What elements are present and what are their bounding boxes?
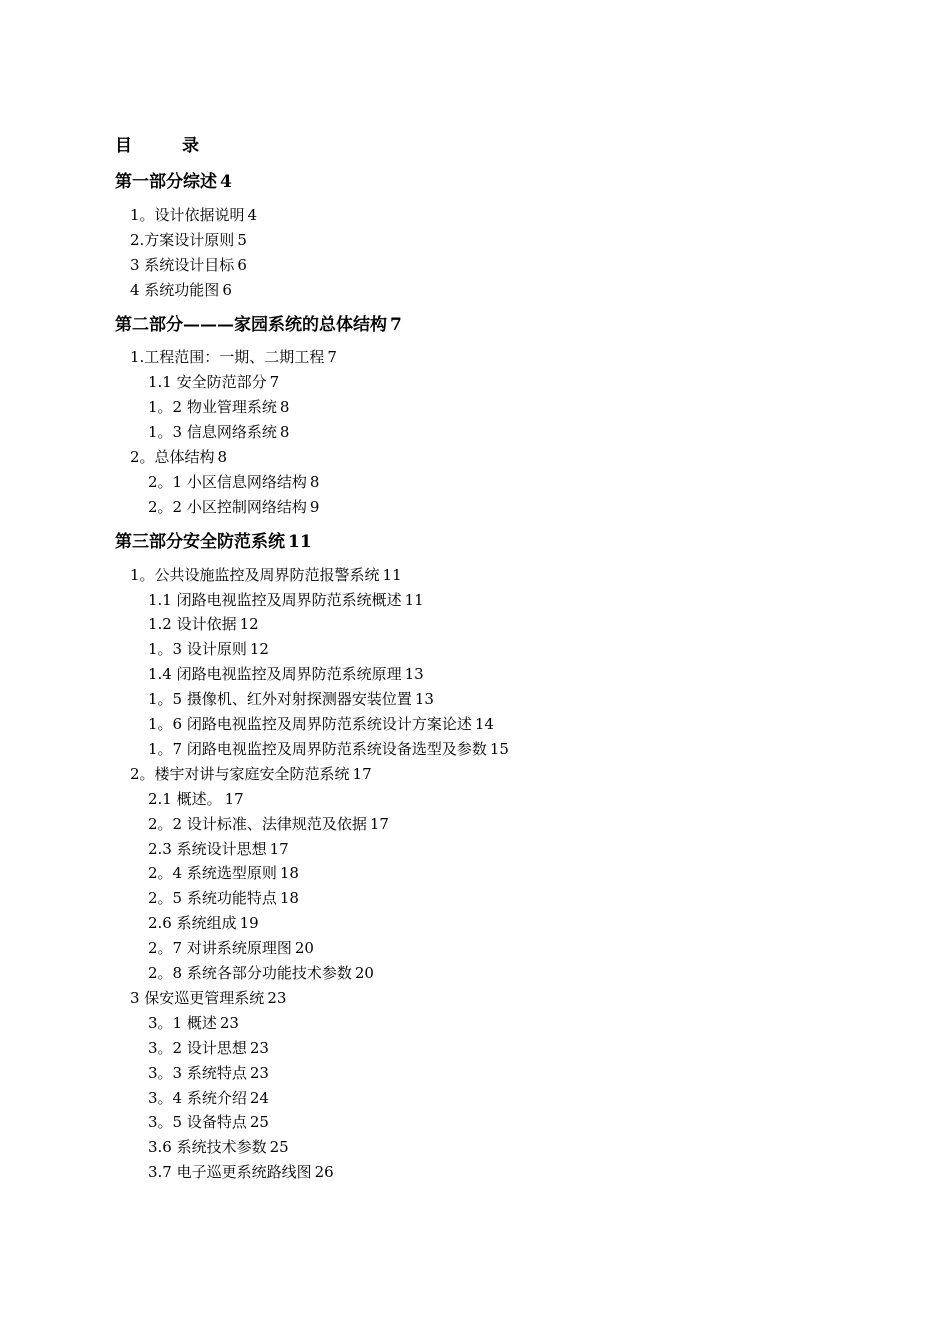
toc-entry-text: 1。7 闭路电视监控及周界防范系统设备选型及参数	[148, 739, 487, 758]
toc-entry-text: 2。8 系统各部分功能技术参数	[148, 964, 352, 982]
toc-entry-text: 4 系统功能图	[130, 280, 220, 299]
toc-entry-page: 17	[269, 839, 289, 858]
toc-entry	[130, 446, 227, 468]
toc-entry-text: 1。2 物业管理系统	[148, 398, 277, 417]
toc-entry-text: 第二部分———家园系统的总体结构	[115, 314, 387, 335]
toc-entry	[148, 912, 259, 934]
toc-entry-text: 3。4 系统介绍	[148, 1088, 247, 1107]
toc-entry-page: 8	[279, 423, 290, 442]
toc-entry-page: 17	[352, 764, 372, 783]
toc-entry-text: 2。4 系统选型原则	[148, 864, 277, 883]
toc-entry-text: 1.4 闭路电视监控及周界防范系统原理	[148, 665, 402, 684]
toc-entry	[148, 421, 289, 443]
toc-entry	[130, 346, 337, 368]
toc-entry	[148, 1136, 289, 1158]
toc-entry	[148, 813, 389, 835]
toc-entry	[130, 987, 286, 1009]
toc-entry	[148, 887, 299, 909]
toc-entry-text: 1.工程范围：一期、二期工程	[130, 348, 325, 367]
toc-entry	[148, 1087, 269, 1109]
toc-entry	[148, 396, 289, 418]
toc-entry-text: 1。3 信息网络系统	[148, 423, 277, 442]
toc-entry-text: 3。1 概述	[148, 1013, 217, 1032]
toc-entry-page: 14	[474, 715, 494, 733]
toc-entry-text: 2.6 系统组成	[148, 914, 237, 933]
toc-entry-page: 13	[404, 665, 424, 684]
toc-entry	[130, 763, 372, 785]
toc-entry	[130, 279, 232, 301]
toc-entry-text: 1。5 摄像机、红外对射探测器安装位置	[148, 690, 412, 709]
toc-entry-text: 2。7 对讲系统原理图	[148, 939, 292, 958]
toc-entry-page: 7	[269, 373, 280, 392]
toc-entry	[148, 613, 259, 635]
toc-section-heading	[115, 531, 312, 553]
toc-entry-page: 4	[220, 172, 232, 192]
toc-entry-page: 4	[247, 205, 258, 224]
toc-section-heading	[115, 171, 232, 193]
toc-entry-text: 2.方案设计原则	[130, 230, 235, 249]
toc-entry-text: 3。3 系统特点	[148, 1063, 247, 1082]
toc-title	[115, 134, 199, 158]
toc-entry	[130, 564, 402, 586]
toc-entry-page: 23	[267, 988, 287, 1007]
toc-entry-text: 3.7 电子巡更系统路线图	[148, 1163, 312, 1182]
toc-entry-page: 13	[414, 690, 434, 709]
toc-entry-page: 26	[314, 1163, 334, 1182]
toc-entry-page: 11	[288, 531, 312, 552]
toc-entry-text: 2.1 概述。	[148, 789, 222, 808]
toc-entry-text: 2。总体结构	[130, 448, 215, 466]
toc-entry-text: 3。5 设备特点	[148, 1113, 247, 1132]
toc-entry	[148, 788, 244, 810]
toc-entry-page: 15	[489, 739, 509, 758]
toc-entry-text: 3 系统设计目标	[130, 255, 235, 274]
toc-entry-text: 2。2 小区控制网络结构	[148, 497, 307, 516]
toc-entry-page: 25	[269, 1138, 289, 1157]
toc-entry-text: 2。楼宇对讲与家庭安全防范系统	[130, 764, 350, 783]
toc-entry-text: 1。3 设计原则	[148, 640, 247, 659]
toc-entry-text: 1.1 闭路电视监控及周界防范系统概述	[148, 590, 402, 609]
toc-entry-page: 23	[219, 1013, 239, 1032]
toc-entry-page: 11	[404, 590, 424, 609]
toc-entry-text: 1。设计依据说明	[130, 205, 245, 224]
toc-entry-page: 17	[369, 814, 389, 833]
toc-entry	[130, 229, 247, 251]
toc-entry-page: 20	[294, 939, 314, 958]
toc-entry	[148, 371, 279, 393]
toc-section-heading	[115, 314, 402, 336]
toc-entry-page: 23	[249, 1038, 269, 1057]
toc-entry-text: 3。2 设计思想	[148, 1038, 247, 1057]
toc-entry-page: 8	[309, 472, 320, 491]
toc-entry-page: 8	[279, 398, 290, 417]
toc-entry-page: 25	[249, 1113, 269, 1132]
toc-entry	[148, 496, 319, 518]
toc-entry-page: 23	[249, 1063, 269, 1082]
toc-entry-page: 7	[390, 314, 402, 335]
toc-entry-page: 12	[249, 640, 269, 659]
toc-entry-text: 1。6 闭路电视监控及周界防范系统设计方案论述	[148, 715, 472, 733]
toc-entry-page: 9	[309, 497, 320, 516]
toc-title-left: 目	[115, 136, 132, 156]
toc-entry-page: 12	[239, 615, 259, 634]
toc-entry	[148, 1111, 269, 1133]
toc-entry-page: 24	[249, 1088, 269, 1107]
toc-entry-page: 18	[279, 889, 299, 908]
toc-entry-text: 3 保安巡更管理系统	[130, 988, 265, 1007]
toc-entry-text: 1.2 设计依据	[148, 615, 237, 634]
toc-entry	[148, 738, 509, 760]
toc-entry	[148, 937, 314, 959]
toc-entry	[148, 471, 319, 493]
toc-entry-text: 3.6 系统技术参数	[148, 1138, 267, 1157]
toc-entry-text: 2。1 小区信息网络结构	[148, 472, 307, 491]
toc-entry-page: 7	[327, 348, 337, 367]
toc-entry	[148, 1161, 334, 1183]
toc-entry-text: 第三部分安全防范系统	[115, 531, 285, 552]
toc-entry	[148, 862, 299, 884]
toc-entry	[148, 838, 289, 860]
toc-entry	[148, 1037, 269, 1059]
toc-entry	[148, 962, 374, 984]
toc-entry	[130, 254, 247, 276]
toc-entry	[148, 638, 269, 660]
toc-entry	[148, 1062, 269, 1084]
toc-title-right: 录	[182, 136, 199, 156]
toc-entry	[148, 663, 424, 685]
toc-entry-page: 17	[224, 789, 244, 808]
toc-entry-page: 11	[382, 565, 402, 584]
toc-entry	[148, 688, 434, 710]
toc-entry	[148, 1012, 239, 1034]
toc-entry-text: 2.3 系统设计思想	[148, 839, 267, 858]
toc-entry-text: 1.1 安全防范部分	[148, 373, 267, 392]
toc-entry-text: 第一部分综述	[115, 172, 217, 192]
toc-entry	[148, 713, 494, 735]
toc-entry	[130, 204, 257, 226]
toc-entry-text: 2。2 设计标准、法律规范及依据	[148, 814, 367, 833]
toc-entry-page: 18	[279, 864, 299, 883]
toc-entry-page: 6	[222, 280, 232, 299]
toc-entry-page: 5	[237, 230, 247, 249]
toc-entry	[148, 589, 424, 611]
toc-entry-page: 20	[354, 964, 374, 982]
toc-entry-page: 8	[217, 448, 228, 466]
toc-entry-text: 2。5 系统功能特点	[148, 889, 277, 908]
toc-entry-page: 19	[239, 914, 259, 933]
toc-entry-text: 1。公共设施监控及周界防范报警系统	[130, 565, 380, 584]
toc-entry-page: 6	[237, 255, 247, 274]
